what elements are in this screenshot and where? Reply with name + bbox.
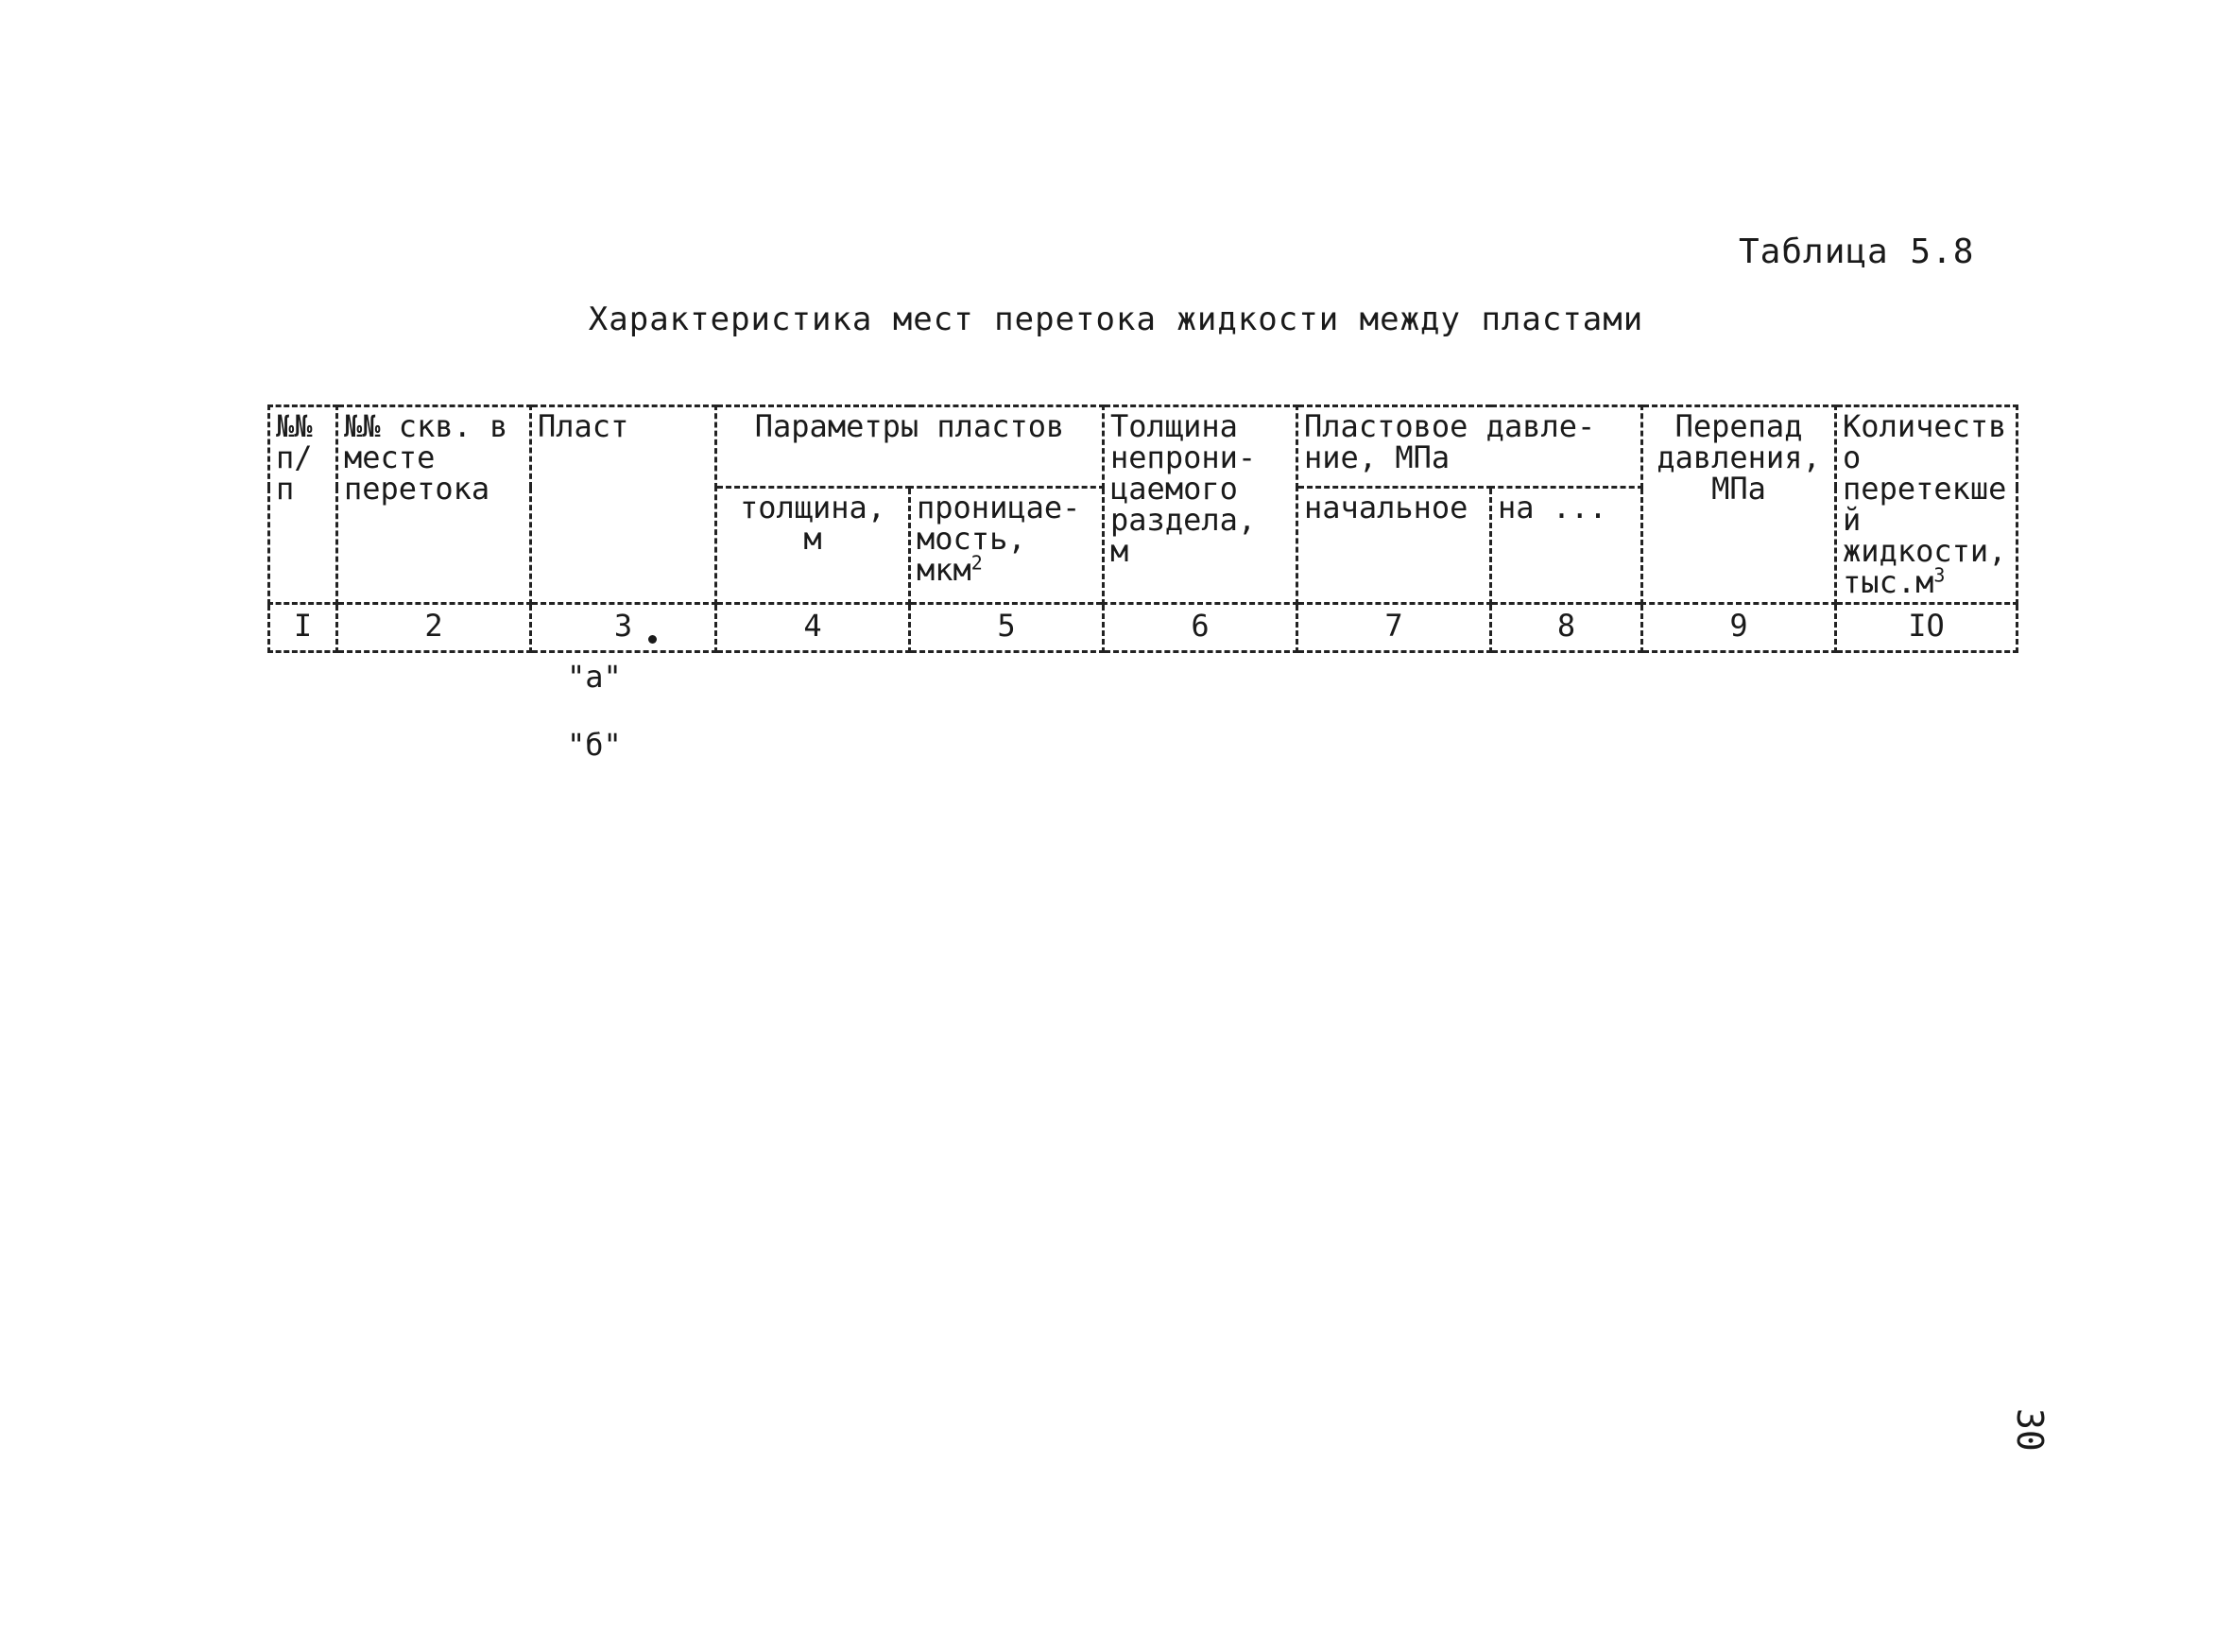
col-number: I [269,604,337,652]
layer-list [567,643,622,779]
layer-item: "б" [567,727,622,763]
header-initial: начальное [1297,488,1491,604]
header-at: на ... [1491,488,1642,604]
header-volume-text: Количество перетекшей жидкости, тыс.м [1843,408,2007,600]
table-title: Характеристика мест перетока жидкости между пластами [588,301,1644,338]
header-perm-text: проницае- мость, мкм [917,490,1081,589]
header-thickness: толщина, м [716,488,910,604]
header-no: №№ п/п [269,406,337,604]
header-params: Параметры пластов [716,406,1104,488]
flow-table [267,404,2016,653]
col-number: 2 [337,604,531,652]
header-perm-sup: 2 [970,551,983,575]
column-number-row [269,604,2017,652]
col-number: 9 [1642,604,1836,652]
header-volume [1836,406,2017,604]
header-impermeable: Толщина непрони- цаемого раздела, м [1104,406,1297,604]
header-drop: Перепад давления, МПа [1642,406,1836,604]
table-caption: Таблица 5.8 [1739,232,1975,271]
col-number: IO [1836,604,2017,652]
col-number: 3 [531,604,716,652]
header-pressure: Пластовое давле- ние, МПа [1297,406,1642,488]
col-number: 4 [716,604,910,652]
header-well: №№ скв. в месте перетока [337,406,531,604]
header-volume-sup: 3 [1933,563,1946,587]
header-layer: Пласт [531,406,716,604]
col-number: 7 [1297,604,1491,652]
col-number: 8 [1491,604,1642,652]
header-perm [910,488,1104,604]
dot-mark [648,635,657,644]
layer-item: "а" [567,659,622,695]
page-number: 30 [2009,1408,2051,1452]
col-number: 6 [1104,604,1297,652]
col-number: 5 [910,604,1104,652]
